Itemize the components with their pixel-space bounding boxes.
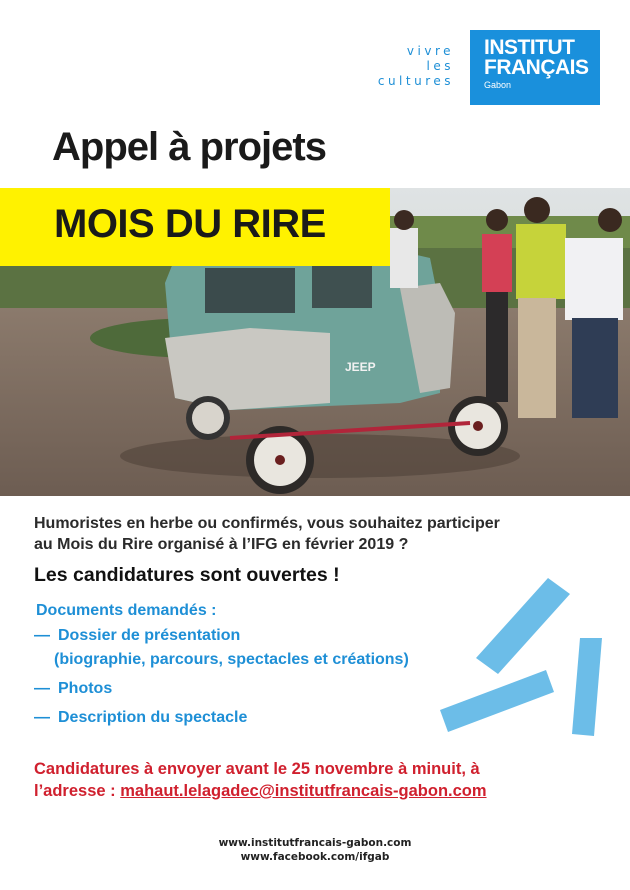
logo-line-francais: FRANÇAIS: [484, 56, 589, 79]
facebook-link[interactable]: www.facebook.com/ifgab: [240, 851, 390, 863]
dash-bullet: —: [34, 680, 50, 697]
contact-email-link[interactable]: mahaut.lelagadec@institutfrancais-gabon.com: [120, 782, 487, 800]
address-prefix: l’adresse :: [34, 782, 121, 800]
deadline-line: Candidatures à envoyer avant le 25 novembre à minuit, à: [34, 760, 480, 778]
brand-tagline: [378, 44, 454, 89]
decorative-blue-strokes: [430, 570, 630, 740]
logo-line-gabon: Gabon: [484, 80, 512, 90]
vehicle-plate-text: JEEP: [345, 360, 376, 374]
logo-line-institut: INSTITUT: [484, 36, 575, 59]
dash-bullet: —: [34, 627, 50, 644]
tagline-line: les: [426, 59, 454, 73]
page-title: Appel à projets: [52, 125, 326, 169]
intro-text: [34, 513, 604, 555]
document-item-label: Photos: [58, 680, 113, 697]
tagline-line: vivre: [406, 44, 454, 58]
dash-bullet: —: [34, 709, 50, 726]
document-item-label: Dossier de présentation: [58, 627, 241, 644]
intro-line: Humoristes en herbe ou confirmés, vous souhaitez participer: [34, 515, 500, 532]
tagline-line: cultures: [377, 74, 454, 88]
footer: [0, 836, 630, 864]
institut-francais-logo: [470, 30, 600, 105]
website-link[interactable]: www.institutfrancais-gabon.com: [218, 837, 412, 849]
document-item-detail: (biographie, parcours, spectacles et créations): [54, 651, 409, 668]
banner-mois-du-rire: [0, 188, 390, 266]
banner-text: MOIS DU RIRE: [54, 202, 326, 246]
document-item-label: Description du spectacle: [58, 709, 248, 726]
intro-line: au Mois du Rire organisé à l’IFG en février 2019 ?: [34, 536, 409, 553]
applications-open-headline: Les candidatures sont ouvertes !: [34, 564, 340, 586]
documents-heading: Documents demandés :: [36, 602, 217, 619]
deadline-text: [34, 758, 487, 802]
deadline-address-line: [34, 780, 487, 802]
